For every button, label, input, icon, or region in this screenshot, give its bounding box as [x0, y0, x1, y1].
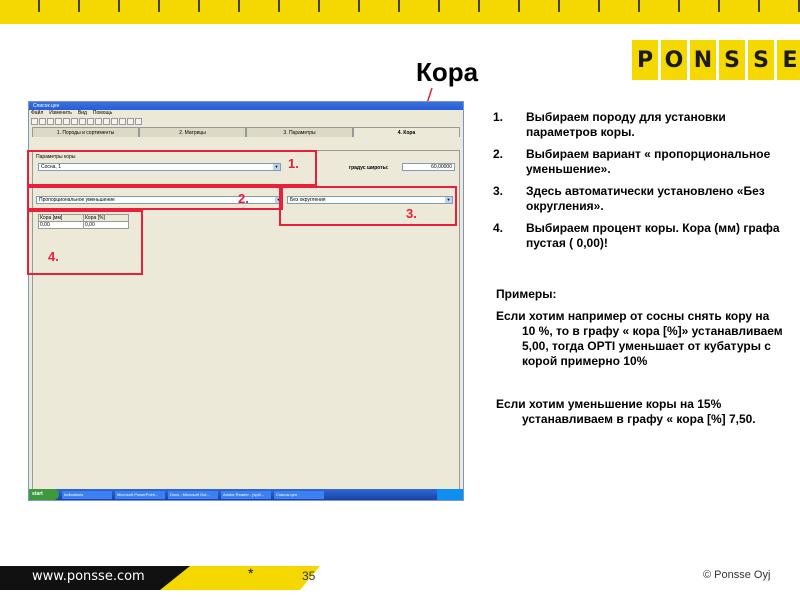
- toolbar-button[interactable]: [95, 118, 102, 125]
- rounding-value: Без округления: [290, 197, 326, 203]
- toolbar-button[interactable]: [79, 118, 86, 125]
- step-text: Выбираем породу для установки параметров коры.: [526, 110, 726, 139]
- step-item: [493, 184, 783, 214]
- menu-item[interactable]: Помощь: [92, 110, 113, 116]
- steps-list: [493, 110, 783, 258]
- toolbar-button[interactable]: [119, 118, 126, 125]
- start-button[interactable]: start: [29, 489, 59, 500]
- menu-item[interactable]: Изменить: [49, 110, 72, 116]
- width-value: 60,00000: [431, 164, 452, 170]
- toolbar-button[interactable]: [39, 118, 46, 125]
- step-number: 2.: [493, 147, 504, 161]
- slide-title: Кора: [416, 57, 479, 87]
- tray-clock: [437, 489, 463, 500]
- toolbar-button[interactable]: [87, 118, 94, 125]
- width-label: градус широты:: [349, 165, 389, 171]
- step-text: Здесь автоматически установлено «Без округления».: [526, 184, 765, 213]
- logo-letter: S: [719, 40, 745, 80]
- toolbar-button[interactable]: [63, 118, 70, 125]
- copyright: © Ponsse Oyj: [703, 569, 771, 581]
- step-number: 3.: [493, 184, 504, 198]
- toolbar-button[interactable]: [111, 118, 118, 125]
- species-value: Сосна, 1: [41, 164, 61, 170]
- top-ruler-stripe: [0, 0, 800, 24]
- taskbar-item[interactable]: Docs - Microsoft Out...: [168, 491, 218, 499]
- annotation-box-1: [27, 150, 317, 186]
- taskbar-item[interactable]: Adobe Reader - [spiti...: [221, 491, 271, 499]
- step-number: 4.: [493, 221, 504, 235]
- tab-bark[interactable]: 4. Кора: [353, 127, 460, 137]
- step-number: 1.: [493, 110, 504, 124]
- example-paragraph: Если хотим уменьшение коры на 15% устанавливаем в графу « кора [%] 7,50.: [496, 397, 756, 426]
- annotation-box-4: [27, 210, 143, 275]
- chevron-down-icon[interactable]: ▼: [276, 197, 281, 202]
- group-label: Параметры коры: [36, 154, 76, 160]
- chevron-down-icon[interactable]: ▼: [274, 164, 279, 169]
- step-item: [493, 221, 783, 251]
- tab-parameters[interactable]: 3. Параметры: [246, 127, 353, 137]
- menu-bar: [29, 110, 463, 117]
- logo-letter: S: [748, 40, 774, 80]
- step-item: [493, 147, 783, 177]
- page-number: 35: [302, 569, 316, 583]
- toolbar-button[interactable]: [135, 118, 142, 125]
- tab-matrices[interactable]: 2. Матрицы: [139, 127, 246, 137]
- grid-cell-bark-mm[interactable]: 0,00: [39, 222, 84, 229]
- toolbar: [29, 117, 463, 127]
- taskbar-item[interactable]: Indications: [62, 491, 112, 499]
- taskbar: [29, 489, 463, 500]
- annotation-label-1: 1.: [288, 156, 299, 171]
- toolbar-button[interactable]: [103, 118, 110, 125]
- toolbar-button[interactable]: [127, 118, 134, 125]
- toolbar-button[interactable]: [55, 118, 62, 125]
- annotation-label-4: 4.: [48, 249, 59, 264]
- annotation-box-3: [279, 186, 457, 226]
- footer-star: *: [248, 565, 254, 581]
- logo-letter: P: [632, 40, 658, 80]
- annotation-label-3: 3.: [406, 206, 417, 221]
- annotation-label-2: 2.: [238, 191, 249, 206]
- logo-letter: N: [690, 40, 716, 80]
- example-paragraph: Если хотим например от сосны снять кору на 10 %, то в графу « кора [%]» устанавливаем 5,00, тогда OPTI уменьшает от кубатуры с корой примерно 10%: [496, 309, 783, 368]
- tab-strip: [32, 127, 460, 137]
- logo-letter: O: [661, 40, 687, 80]
- taskbar-item[interactable]: Microsoft PowerPoint...: [115, 491, 165, 499]
- ponsse-logo: [632, 40, 800, 80]
- grid-header: Кора [мм]: [39, 215, 84, 222]
- reduction-value: Пропорциональное уменьшение: [39, 197, 115, 203]
- logo-letter: E: [777, 40, 800, 80]
- toolbar-button[interactable]: [71, 118, 78, 125]
- window-title: Список цен: [29, 102, 463, 110]
- grid-header: Кора [%]: [84, 215, 129, 222]
- chevron-down-icon[interactable]: ▼: [446, 197, 451, 202]
- examples-block: [496, 287, 786, 427]
- toolbar-button[interactable]: [47, 118, 54, 125]
- toolbar-button[interactable]: [31, 118, 38, 125]
- width-input[interactable]: [402, 163, 455, 171]
- menu-item[interactable]: Вид: [77, 110, 87, 116]
- step-item: [493, 110, 783, 140]
- examples-heading: Примеры:: [496, 287, 557, 301]
- step-text: Выбираем процент коры. Кора (мм) графа пустая ( 0,00)!: [526, 221, 780, 250]
- step-text: Выбираем вариант « пропорциональное уменьшение».: [526, 147, 771, 176]
- footer-url: www.ponsse.com: [32, 569, 145, 584]
- tab-species[interactable]: 1. Породы и сортименты: [32, 127, 139, 137]
- menu-item[interactable]: Файл: [31, 110, 44, 116]
- taskbar-item[interactable]: Список цен: [274, 491, 324, 499]
- grid-cell-bark-percent[interactable]: 0,00: [84, 222, 129, 229]
